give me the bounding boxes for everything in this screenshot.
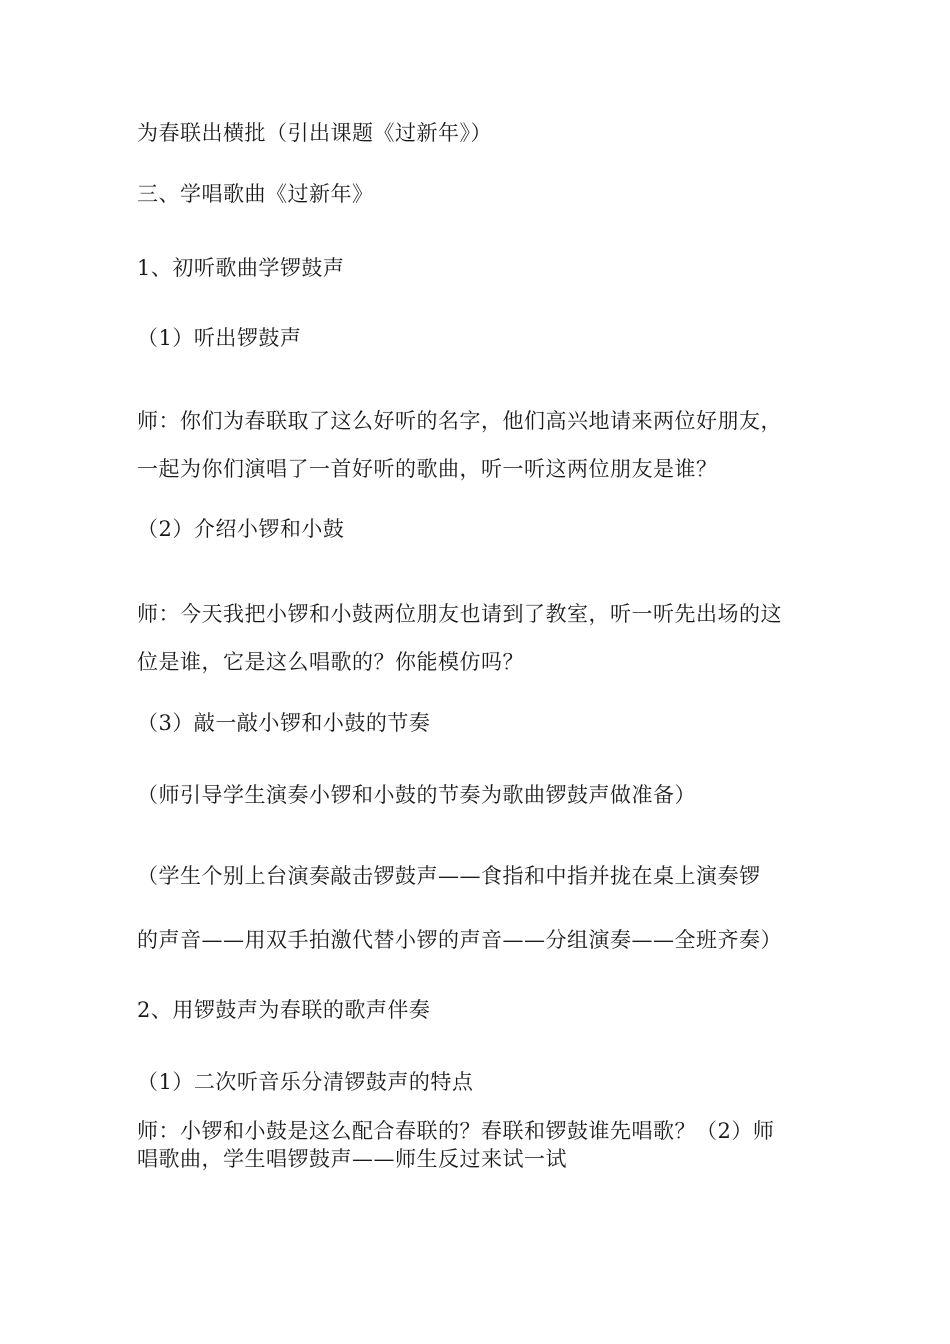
teacher-line-2a: 师：今天我把小锣和小鼓两位朋友也请到了教室，听一听先出场的这 [137, 602, 782, 626]
step-heading-first-listen: 1、初听歌曲学锣鼓声 [137, 256, 345, 280]
teacher-line-2b: 位是谁，它是这么唱歌的？你能模仿吗？ [137, 650, 524, 674]
substep-introduce-instruments: （2）介绍小锣和小鼓 [137, 517, 345, 541]
text-line-horizontal-scroll-intro: 为春联出横批（引出课题《过新年》） [137, 121, 492, 145]
teacher-line-3b: 唱歌曲，学生唱锣鼓声——师生反过来试一试 [137, 1147, 567, 1171]
step-heading-accompany: 2、用锣鼓声为春联的歌声伴奏 [137, 998, 431, 1022]
note-teacher-guides: （师引导学生演奏小锣和小鼓的节奏为歌曲锣鼓声做准备） [137, 783, 696, 807]
teacher-line-3a: 师：小锣和小鼓是这么配合春联的？春联和锣鼓谁先唱歌？（2）师 [137, 1119, 775, 1143]
teacher-line-1b: 一起为你们演唱了一首好听的歌曲，听一听这两位朋友是谁？ [137, 457, 718, 481]
note-students-perform-b: 的声音——用双手拍激代替小锣的声音——分组演奏——全班齐奏） [137, 928, 782, 952]
substep-tap-rhythm: （3）敲一敲小锣和小鼓的节奏 [137, 711, 431, 735]
note-students-perform-a: （学生个别上台演奏敲击锣鼓声——食指和中指并拢在桌上演奏锣 [137, 864, 761, 888]
substep-second-listen: （1）二次听音乐分清锣鼓声的特点 [137, 1070, 474, 1094]
teacher-line-1a: 师：你们为春联取了这么好听的名字，他们高兴地请来两位好朋友， [137, 409, 782, 433]
section-heading-learn-song: 三、学唱歌曲《过新年》 [137, 182, 374, 206]
substep-hear-gong-drum: （1）听出锣鼓声 [137, 326, 302, 350]
